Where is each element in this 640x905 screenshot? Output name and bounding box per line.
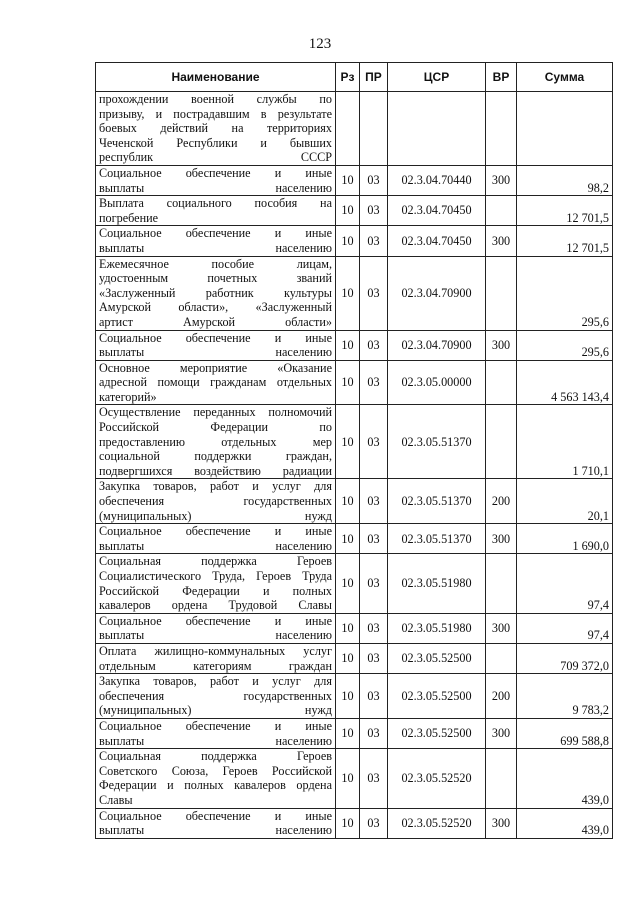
row-name-line: Основное мероприятие «Оказание [99, 360, 332, 375]
row-rz: 10 [336, 405, 360, 479]
row-csr: 02.3.04.70450 [388, 196, 486, 226]
row-name-line: Оплата жилищно-коммунальных услуг [99, 643, 332, 658]
row-name-line: Советского Союза, Героев Российской [99, 763, 332, 778]
page-number: 123 [308, 36, 332, 52]
row-pr: 03 [360, 196, 388, 226]
row-pr: 03 [360, 749, 388, 808]
row-sum: 4 563 143,4 [517, 360, 613, 405]
header-vr: ВР [486, 63, 517, 92]
row-name [96, 479, 336, 524]
row-name-line: Амурской области», «Заслуженный [99, 300, 332, 315]
row-pr: 03 [360, 554, 388, 613]
row-name [96, 613, 336, 643]
table-row [96, 226, 613, 256]
row-name-line: выплаты населению [99, 180, 332, 195]
row-vr [486, 256, 517, 330]
row-pr: 03 [360, 718, 388, 748]
row-name-line: Выплата социального пособия на [99, 196, 332, 211]
row-name-line: выплаты населению [99, 240, 332, 255]
row-name [96, 330, 336, 360]
row-vr [486, 749, 517, 808]
row-csr: 02.3.05.51370 [388, 405, 486, 479]
row-name-line: Федерации и полных кавалеров ордена [99, 778, 332, 793]
table-row [96, 330, 613, 360]
table-body [96, 92, 613, 839]
row-name-line: выплаты населению [99, 628, 332, 643]
row-pr: 03 [360, 643, 388, 673]
table-row [96, 749, 613, 808]
row-sum: 12 701,5 [517, 226, 613, 256]
row-pr: 03 [360, 165, 388, 195]
row-name-line: Российской Федерации по [99, 420, 332, 435]
row-sum: 295,6 [517, 330, 613, 360]
row-sum: 9 783,2 [517, 674, 613, 719]
row-rz: 10 [336, 165, 360, 195]
row-name [96, 405, 336, 479]
table-row [96, 196, 613, 226]
row-pr: 03 [360, 360, 388, 405]
row-rz: 10 [336, 226, 360, 256]
row-name-line: Социальное обеспечение и иные [99, 808, 332, 823]
row-name [96, 674, 336, 719]
budget-table [95, 62, 613, 839]
header-rz: Рз [336, 63, 360, 92]
row-name-line: выплаты населению [99, 823, 332, 838]
row-vr [486, 360, 517, 405]
row-name-line: (муниципальных) нужд [99, 508, 332, 523]
row-sum [517, 92, 613, 166]
table-row [96, 674, 613, 719]
row-name-line: выплаты населению [99, 538, 332, 553]
row-pr [360, 92, 388, 166]
row-name-line: призыву, и пострадавшим в результате [99, 106, 332, 121]
row-csr: 02.3.05.51980 [388, 613, 486, 643]
row-name [96, 643, 336, 673]
row-name-line: Социалистического Труда, Героев Труда [99, 569, 332, 583]
row-name [96, 718, 336, 748]
row-csr: 02.3.05.52500 [388, 718, 486, 748]
row-vr: 300 [486, 226, 517, 256]
row-csr: 02.3.05.52500 [388, 674, 486, 719]
row-name-line: отдельным категориям граждан [99, 658, 332, 673]
row-sum: 97,4 [517, 613, 613, 643]
row-sum: 439,0 [517, 808, 613, 838]
row-vr [486, 196, 517, 226]
table-row [96, 92, 613, 166]
row-rz: 10 [336, 479, 360, 524]
row-csr: 02.3.05.52500 [388, 643, 486, 673]
row-name-line: Российской Федерации и полных [99, 583, 332, 598]
table-row [96, 613, 613, 643]
row-vr: 300 [486, 808, 517, 838]
row-name-line: Ежемесячное пособие лицам, [99, 256, 332, 271]
row-pr: 03 [360, 524, 388, 554]
row-name-line: Чеченской Республики и бывших [99, 135, 332, 150]
row-sum: 439,0 [517, 749, 613, 808]
row-rz: 10 [336, 554, 360, 613]
row-vr [486, 405, 517, 479]
row-name-line: прохождении военной службы по [99, 92, 332, 106]
table-row [96, 718, 613, 748]
row-name-line: социальной поддержки граждан, [99, 449, 332, 464]
row-csr [388, 92, 486, 166]
row-sum: 1 710,1 [517, 405, 613, 479]
row-pr: 03 [360, 226, 388, 256]
row-vr: 300 [486, 718, 517, 748]
row-name-line: Социальная поддержка Героев [99, 554, 332, 569]
row-name [96, 749, 336, 808]
row-rz: 10 [336, 749, 360, 808]
row-csr: 02.3.05.51370 [388, 479, 486, 524]
row-vr [486, 643, 517, 673]
row-sum: 709 372,0 [517, 643, 613, 673]
row-rz: 10 [336, 808, 360, 838]
row-name [96, 226, 336, 256]
header-pr: ПР [360, 63, 388, 92]
row-sum: 1 690,0 [517, 524, 613, 554]
row-name-line: погребение [99, 210, 159, 225]
row-csr: 02.3.04.70440 [388, 165, 486, 195]
row-sum: 20,1 [517, 479, 613, 524]
row-csr: 02.3.05.52520 [388, 749, 486, 808]
table-row [96, 405, 613, 479]
table-row [96, 524, 613, 554]
row-csr: 02.3.05.51980 [388, 554, 486, 613]
row-vr: 300 [486, 613, 517, 643]
row-name-line: выплаты населению [99, 345, 332, 360]
table-header-row [96, 63, 613, 92]
row-name-line: боевых действий на территориях [99, 121, 332, 136]
row-vr: 300 [486, 165, 517, 195]
row-csr: 02.3.05.00000 [388, 360, 486, 405]
row-vr: 300 [486, 524, 517, 554]
table-row [96, 643, 613, 673]
row-pr: 03 [360, 674, 388, 719]
row-pr: 03 [360, 405, 388, 479]
row-name [96, 808, 336, 838]
row-name-line: Закупка товаров, работ и услуг для [99, 674, 332, 689]
row-name [96, 92, 336, 166]
row-sum: 699 588,8 [517, 718, 613, 748]
row-name-line: предоставлению отдельных мер [99, 434, 332, 449]
table-row [96, 165, 613, 195]
row-name-line: категорий» [99, 389, 157, 404]
row-name-line: Социальная поддержка Героев [99, 749, 332, 764]
row-pr: 03 [360, 613, 388, 643]
row-name-line: Социальное обеспечение и иные [99, 226, 332, 241]
row-name [96, 196, 336, 226]
row-name-line: адресной помощи гражданам отдельных [99, 375, 332, 390]
row-name-line: выплаты населению [99, 733, 332, 748]
row-name-line: кавалеров ордена Трудовой Славы [99, 598, 332, 613]
row-pr: 03 [360, 256, 388, 330]
row-vr: 300 [486, 330, 517, 360]
row-rz: 10 [336, 674, 360, 719]
row-name-line: Социальное обеспечение и иные [99, 613, 332, 628]
row-rz: 10 [336, 643, 360, 673]
row-name-line: артист Амурской области» [99, 314, 332, 329]
row-name-line: (муниципальных) нужд [99, 703, 332, 718]
row-name-line: Социальное обеспечение и иные [99, 524, 332, 539]
table-row [96, 479, 613, 524]
row-csr: 02.3.04.70900 [388, 330, 486, 360]
table-row [96, 360, 613, 405]
table-row [96, 256, 613, 330]
table-row [96, 554, 613, 613]
header-csr: ЦСР [388, 63, 486, 92]
row-rz [336, 92, 360, 166]
row-pr: 03 [360, 808, 388, 838]
row-name-line: Славы [99, 792, 133, 807]
header-name: Наименование [96, 63, 336, 92]
row-name [96, 256, 336, 330]
row-vr [486, 92, 517, 166]
row-vr: 200 [486, 674, 517, 719]
row-name-line: Социальное обеспечение и иные [99, 718, 332, 733]
row-name-line: Социальное обеспечение и иные [99, 165, 332, 180]
row-rz: 10 [336, 360, 360, 405]
row-sum: 98,2 [517, 165, 613, 195]
row-name [96, 524, 336, 554]
row-name [96, 165, 336, 195]
row-csr: 02.3.04.70450 [388, 226, 486, 256]
row-sum: 295,6 [517, 256, 613, 330]
row-name-line: удостоенным почетных званий [99, 271, 332, 286]
table-row [96, 808, 613, 838]
row-name-line: подвергшихся воздействию радиации [99, 463, 332, 478]
row-name-line: обеспечения государственных [99, 688, 332, 703]
row-rz: 10 [336, 330, 360, 360]
row-vr: 200 [486, 479, 517, 524]
row-rz: 10 [336, 524, 360, 554]
header-sum: Сумма [517, 63, 613, 92]
row-pr: 03 [360, 479, 388, 524]
row-pr: 03 [360, 330, 388, 360]
row-name-line: обеспечения государственных [99, 494, 332, 509]
row-vr [486, 554, 517, 613]
row-sum: 12 701,5 [517, 196, 613, 226]
row-csr: 02.3.05.52520 [388, 808, 486, 838]
row-name-line: Социальное обеспечение и иные [99, 330, 332, 345]
row-name [96, 360, 336, 405]
row-rz: 10 [336, 196, 360, 226]
row-rz: 10 [336, 613, 360, 643]
row-name-line: республик СССР [99, 150, 332, 165]
row-name-line: «Заслуженный работник культуры [99, 285, 332, 300]
row-name-line: Закупка товаров, работ и услуг для [99, 479, 332, 494]
row-name-line: Осуществление переданных полномочий [99, 405, 332, 420]
row-sum: 97,4 [517, 554, 613, 613]
row-rz: 10 [336, 718, 360, 748]
row-name [96, 554, 336, 613]
row-csr: 02.3.05.51370 [388, 524, 486, 554]
row-csr: 02.3.04.70900 [388, 256, 486, 330]
row-rz: 10 [336, 256, 360, 330]
